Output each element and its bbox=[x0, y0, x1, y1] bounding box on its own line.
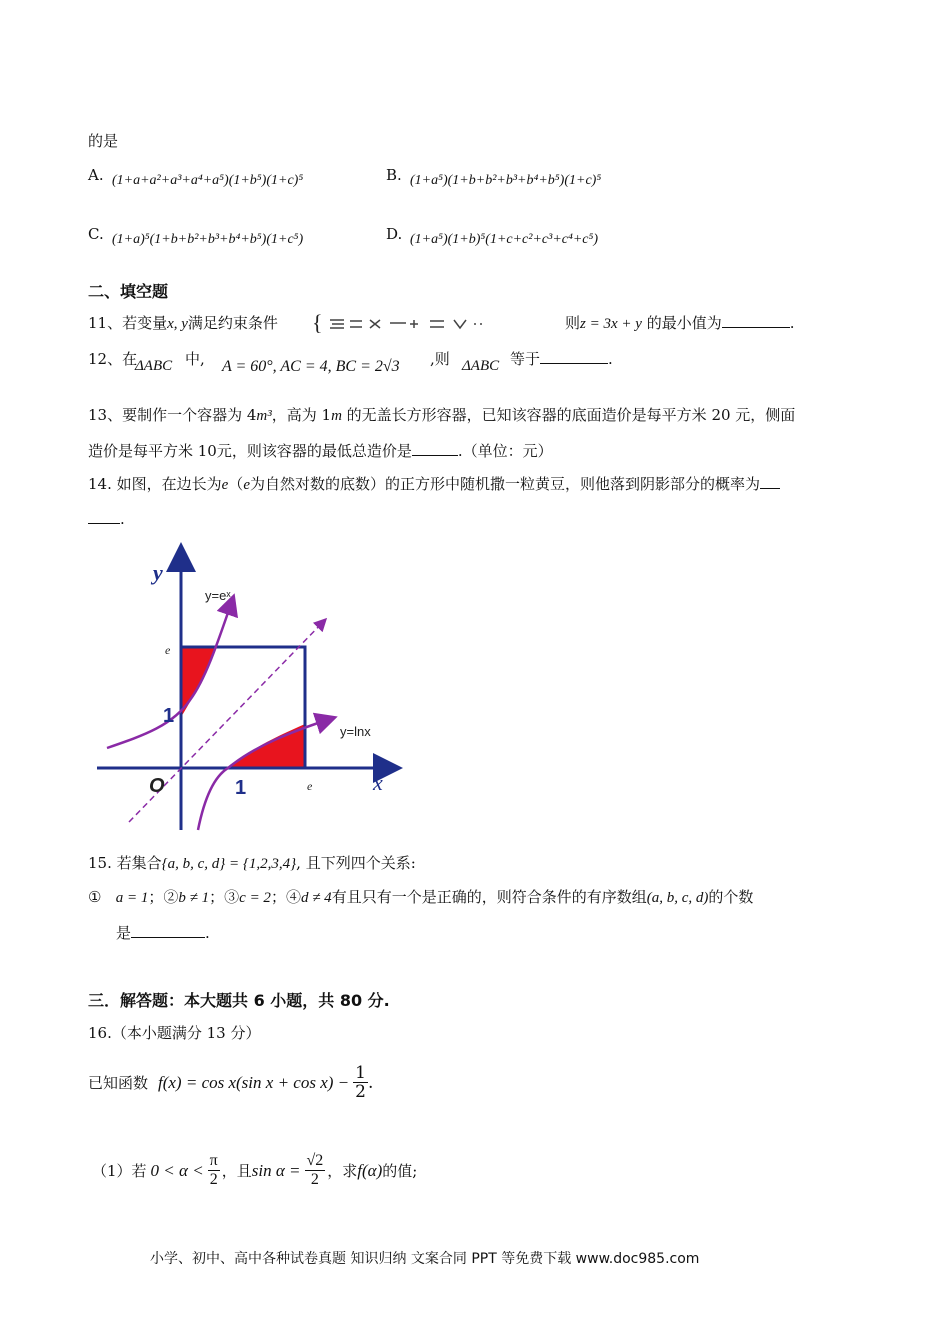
q14-answer-blank-end bbox=[88, 509, 120, 524]
label-curve-ln: y=lnx bbox=[340, 724, 371, 739]
q13-line-1 bbox=[88, 404, 795, 425]
q11-middle: 满足约束条件 bbox=[187, 314, 278, 332]
q15-line-3 bbox=[116, 922, 210, 943]
q16-pi-fraction bbox=[208, 1152, 220, 1189]
option-c-expr: (1+a)⁵(1+b+b²+b³+b⁴+b⁵)(1+c⁵) bbox=[112, 232, 304, 247]
q15-answer-blank bbox=[131, 923, 205, 938]
q11-end: . bbox=[789, 314, 795, 332]
option-a-expr: (1+a+a²+a³+a⁴+a⁵)(1+b⁵)(1+c)⁵ bbox=[112, 173, 304, 188]
q14-e: e bbox=[221, 477, 229, 493]
label-one-y: 1 bbox=[163, 705, 175, 727]
q16-pi-num: π bbox=[209, 1152, 218, 1169]
question-11 bbox=[88, 312, 278, 333]
q15-rel-4: d ≠ 4 bbox=[300, 890, 332, 906]
label-x-axis: x bbox=[373, 770, 383, 795]
q16-p1-cond: 0 < α < bbox=[150, 1160, 204, 1180]
label-e-x: e bbox=[307, 779, 313, 793]
section3-heading: 三．解答题：本大题共 6 小题，共 80 分. bbox=[88, 991, 390, 1010]
q12-condition: A = 60°, AC = 4, BC = 2√3 bbox=[222, 358, 400, 375]
q16-intro: 已知函数 bbox=[88, 1074, 149, 1092]
q13-answer-blank bbox=[412, 441, 458, 456]
q12-answer-blank bbox=[540, 349, 608, 364]
q12-triangle-2: ΔABC bbox=[462, 358, 500, 374]
label-y-axis: y bbox=[153, 560, 163, 585]
section2-heading: 二、填空题 bbox=[88, 282, 169, 301]
q16-function bbox=[158, 1064, 373, 1101]
q13-line1-c: 的无盖长方形容器，已知该容器的底面造价是每平方米 20 元，侧面 bbox=[341, 406, 796, 424]
q16-sqrt2-fraction bbox=[305, 1152, 326, 1189]
q13-line2-b: .（单位：元） bbox=[457, 442, 553, 460]
q16-p1-c: ，求 bbox=[327, 1162, 358, 1180]
q15-rel-1: a = 1 bbox=[115, 890, 149, 906]
option-d-expr: (1+a⁵)(1+b)⁵(1+c+c²+c³+c⁴+c⁵) bbox=[410, 232, 599, 247]
q13-meter: m bbox=[331, 408, 342, 424]
q12-comma: ,则 bbox=[430, 350, 450, 368]
q15-line2-b: 有且只有一个是正确的，则符合条件的有序数组 bbox=[331, 888, 647, 906]
q14-line1-b: 为自然对数的底数）的正方形中随机撒一粒黄豆，则他落到阴影部分的概率为 bbox=[249, 475, 760, 493]
q11-answer-blank bbox=[722, 313, 790, 328]
q12-prefix: 12、在 bbox=[88, 350, 138, 368]
q16-p1-f: f(α) bbox=[357, 1160, 383, 1180]
q13-line1-a: 13、要制作一个容器为 4 bbox=[88, 406, 257, 424]
q16-func: f(x) = cos x(sin x + cos x) − bbox=[158, 1072, 350, 1092]
q15-sep-1: ；② bbox=[148, 888, 179, 906]
q14-figure bbox=[85, 540, 405, 835]
q15-tuple: (a, b, c, d) bbox=[646, 890, 709, 906]
q15-line2-c: 的个数 bbox=[708, 888, 754, 906]
q12-triangle-1: ΔABC bbox=[135, 358, 173, 374]
q15-sep-2: ；③ bbox=[209, 888, 240, 906]
q15-line-2 bbox=[88, 886, 753, 907]
label-origin: O bbox=[149, 775, 165, 797]
q15-line1-b: , 且下列四个关系: bbox=[296, 854, 416, 872]
q15-circle-1: ① bbox=[88, 888, 102, 906]
q16-sqrt2-den: 2 bbox=[310, 1171, 319, 1188]
q16-sqrt2-num: √2 bbox=[306, 1152, 324, 1169]
label-one-x: 1 bbox=[235, 777, 247, 799]
footer-text: 小学、初中、高中各种试卷真题 知识归纳 文案合同 PPT 等免费下载 www.doc985.com bbox=[150, 1251, 700, 1267]
svg-text:{: { bbox=[312, 312, 323, 334]
q12-tail: 等于 bbox=[510, 350, 541, 368]
q16-half-den: 2 bbox=[355, 1082, 366, 1102]
q14-paren: （ bbox=[228, 475, 244, 493]
label-e-y: e bbox=[165, 643, 171, 657]
option-a-label: A. bbox=[88, 166, 104, 184]
label-curve-exp: y=eˣ bbox=[205, 588, 231, 603]
shaded-region-lower bbox=[228, 724, 305, 768]
option-c-label: C. bbox=[88, 225, 104, 243]
option-d-label: D. bbox=[386, 225, 403, 243]
q14-line1-a: 14. 如图，在边长为 bbox=[88, 475, 222, 493]
q15-rel-3: c = 2 bbox=[239, 890, 271, 906]
q14-end: . bbox=[120, 510, 125, 528]
q11-expr: z = 3x + y bbox=[580, 316, 642, 332]
q13-line2-a: 造价是每平方米 10元，则该容器的最低总造价是 bbox=[88, 442, 412, 460]
q12-mid: 中, bbox=[185, 350, 205, 368]
q15-set-expr: {a, b, c, d} = {1,2,3,4} bbox=[161, 856, 297, 872]
q13-line1-b: ，高为 1 bbox=[271, 406, 332, 424]
q11-then: 则 bbox=[565, 314, 581, 332]
q15-line1-a: 15. 若集合 bbox=[88, 854, 162, 872]
q11-prefix: 11、若变量 bbox=[88, 314, 168, 332]
q16-part-1 bbox=[92, 1152, 417, 1189]
q12-end: . bbox=[608, 350, 613, 368]
q11-constraint-system bbox=[310, 312, 560, 334]
q15-rel-2: b ≠ 1 bbox=[178, 890, 210, 906]
q16-p1-d: 的值; bbox=[382, 1162, 418, 1180]
q16-title: 16.（本小题满分 13 分） bbox=[88, 1024, 261, 1042]
q14-line-1 bbox=[88, 473, 780, 494]
q16-p1-sin: sin α = bbox=[251, 1160, 301, 1180]
q16-dot: . bbox=[367, 1072, 374, 1093]
option-b-label: B. bbox=[386, 166, 402, 184]
q14-e2: e bbox=[243, 477, 250, 493]
q14-answer-blank-start bbox=[760, 474, 780, 489]
option-b-expr: (1+a⁵)(1+b+b²+b³+b⁴+b⁵)(1+c)⁵ bbox=[410, 173, 602, 188]
q13-line-2 bbox=[88, 440, 553, 461]
q16-p1-b: ，且 bbox=[221, 1162, 252, 1180]
q10-tail: 的是 bbox=[88, 132, 119, 150]
q11-tail: 的最小值为 bbox=[646, 314, 722, 332]
q15-line3: 是 bbox=[116, 924, 132, 942]
q15-sep-3: ；④ bbox=[270, 888, 301, 906]
q15-line-1 bbox=[88, 852, 416, 873]
q13-unit: m³ bbox=[256, 408, 272, 424]
q16-half-fraction bbox=[353, 1064, 368, 1101]
q15-end: . bbox=[205, 924, 210, 942]
curve-ln bbox=[198, 718, 333, 830]
q16-half-num: 1 bbox=[355, 1063, 366, 1083]
q11-vars: x, y bbox=[167, 316, 188, 332]
q16-p1-a: （1）若 bbox=[92, 1162, 147, 1180]
q16-pi-den: 2 bbox=[209, 1171, 218, 1188]
